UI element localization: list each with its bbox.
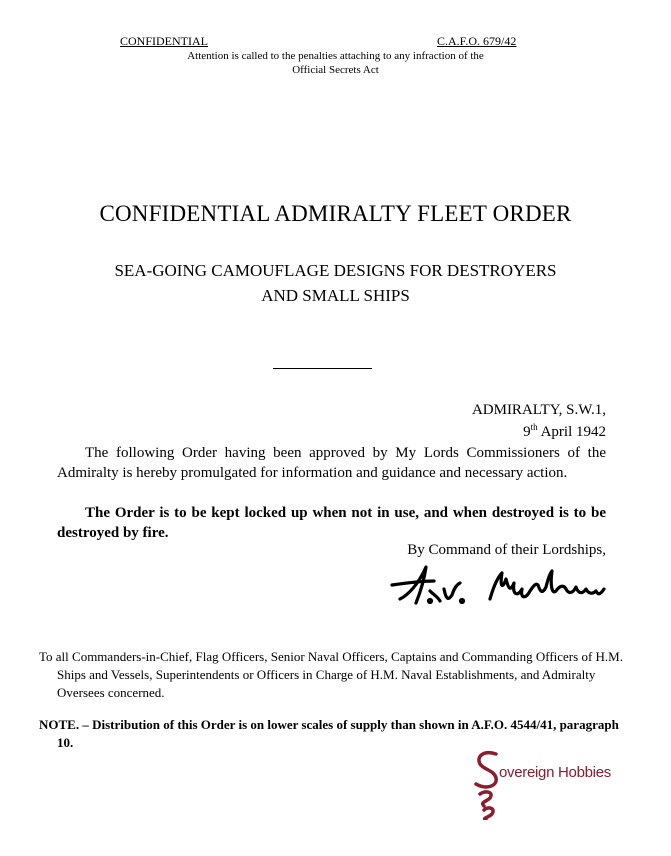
dateline-date xyxy=(523,422,606,441)
title-divider xyxy=(273,368,372,369)
dateline-place: ADMIRALTY, S.W.1, xyxy=(471,402,606,418)
approval-text: The following Order having been approved by My Lords Commissioners of the Admiralty is hereby promulgated for information and guidance and necessary action. xyxy=(57,445,606,481)
distribution-list: To all Commanders-in-Chief, Flag Officers, Senior Naval Officers, Captains and Commanding Officers of H.M. Ships and Vessels, Superintendents or Officers in Charge of H.M. Naval Establishments, and Admiralty Oversees concerned. xyxy=(39,649,623,700)
security-text: The Order is to be kept locked up when not in use, and when destroyed is to be destroyed by fire. xyxy=(57,505,606,541)
approval-paragraph xyxy=(57,443,606,483)
subtitle-line1: SEA-GOING CAMOUFLAGE DESIGNS FOR DESTROYERS xyxy=(114,261,557,280)
secrets-act-notice-line1: Attention is called to the penalties attaching to any infraction of the xyxy=(187,50,484,62)
signature xyxy=(390,555,610,620)
secrets-act-notice-line2: Official Secrets Act xyxy=(292,64,379,76)
sovereign-hobbies-logo xyxy=(472,748,612,820)
document-title: CONFIDENTIAL ADMIRALTY FLEET ORDER xyxy=(99,201,572,226)
logo-text: overeign Hobbies xyxy=(499,764,611,781)
classification-label: CONFIDENTIAL xyxy=(120,34,208,48)
logo-s-icon xyxy=(472,748,512,820)
distribution-note: NOTE. – Distribution of this Order is on lower scales of supply than shown in A.F.O. 4544/41, paragraph 10. xyxy=(39,717,619,750)
date-day: 9 xyxy=(523,424,531,440)
closing-line: By Command of their Lordships, xyxy=(407,542,606,558)
subtitle-line2: AND SMALL SHIPS xyxy=(261,286,410,305)
security-paragraph xyxy=(57,503,606,543)
order-reference: C.A.F.O. 679/42 xyxy=(437,34,517,48)
date-day-suffix: th xyxy=(530,422,538,432)
date-month-year: April 1942 xyxy=(537,424,606,440)
